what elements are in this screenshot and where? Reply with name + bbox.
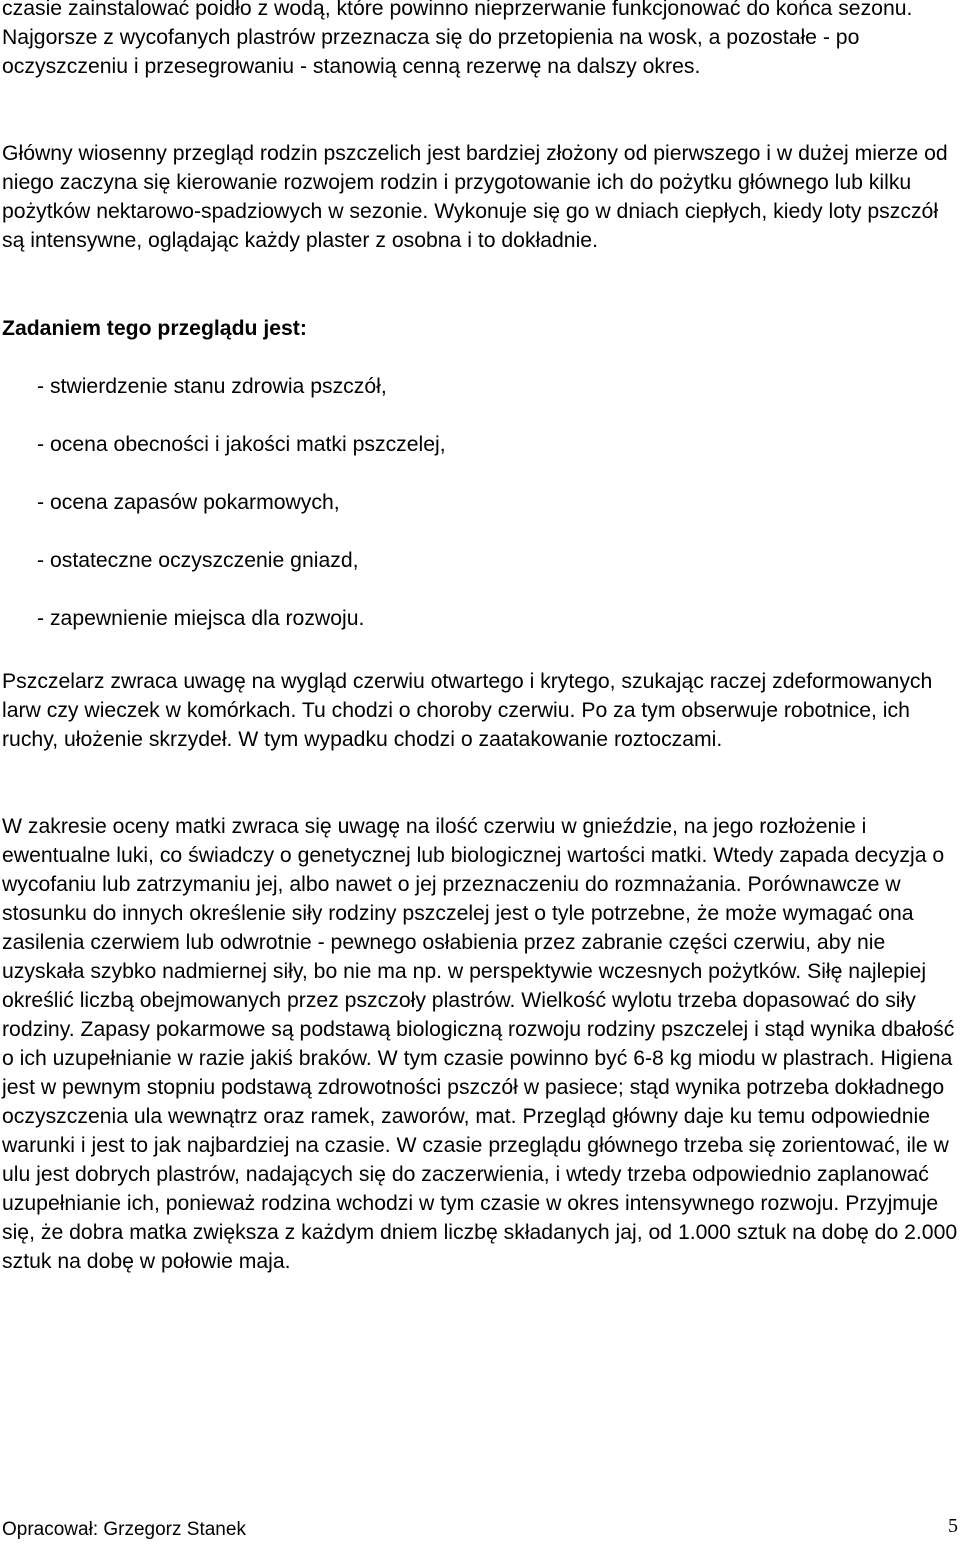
footer-author: Opracował: Grzegorz Stanek: [2, 1519, 246, 1540]
list-item: - stwierdzenie stanu zdrowia pszczół,: [37, 375, 387, 398]
task-list: [37, 372, 446, 662]
section-heading: Zadaniem tego przeglądu jest:: [2, 317, 307, 340]
list-item: - ostateczne oczyszczenie gniazd,: [37, 549, 359, 572]
list-item: - ocena zapasów pokarmowych,: [37, 491, 340, 514]
list-item: - ocena obecności i jakości matki pszczelej,: [37, 433, 446, 456]
page-number: 5: [948, 1515, 958, 1537]
list-item: - zapewnienie miejsca dla rozwoju.: [37, 607, 365, 630]
paragraph-main-inspection: Główny wiosenny przegląd rodzin pszczelich jest bardziej złożony od pierwszego i w dużej mierze od niego zaczyna się kierowanie rozwojem rodzin i przygotowanie ich do pożytku głównego lub kilku pożytków nektarowo-spadziowych w sezonie. Wykonuje się go w dniach ciepłych, kiedy loty pszczół są intensywne, oglądając każdy plaster z osobna i to dokładnie.: [2, 142, 948, 252]
paragraph-queen-evaluation: W zakresie oceny matki zwraca się uwagę na ilość czerwiu w gnieździe, na jego rozłożenie i ewentualne luki, co świadczy o genetycznej lub biologicznej wartości matki. Wtedy zapada decyzja o wycofaniu lub zatrzymaniu jej, albo nawet o jej przeznaczeniu do rozmnażania. Porównawcze w stosunku do innych określenie siły rodziny pszczelej jest o tyle potrzebne, że może wymagać ona zasilenia czerwiem lub odwrotnie - pewnego osłabienia przez zabranie części czerwiu, aby nie uzyskała szybko nadmiernej siły, bo nie ma np. w perspektywie wczesnych pożytków. Siłę najlepiej określić liczbą obejmowanych przez pszczoły plastrów. Wielkość wylotu trzeba dopasować do siły rodziny. Zapasy pokarmowe są podstawą biologiczną rozwoju rodziny pszczelej i stąd wynika dbałość o ich uzupełnianie w razie jakiś braków. W tym czasie powinno być 6-8 kg miodu w plastrach. Higiena jest w pewnym stopniu podstawą zdrowotności pszczół w pasiece; stąd wynika potrzeba dokładnego oczyszczenia ula wewnątrz oraz ramek, zaworów, mat. Przegląd główny daje ku temu odpowiednie warunki i jest to jak najbardziej na czasie. W czasie przeglądu głównego trzeba się zorientować, ile w ulu jest dobrych plastrów, nadających się do zaczerwienia, i wtedy trzeba odpowiednio zaplanować uzupełnianie ich, ponieważ rodzina wchodzi w tym czasie w okres intensywnego rozwoju. Przyjmuje się, że dobra matka zwiększa z każdym dniem liczbę składanych jaj, od 1.000 sztuk na dobę do 2.000 sztuk na dobę w połowie maja.: [2, 815, 958, 1273]
paragraph-intro-continuation: czasie zainstalować poidło z wodą, które powinno nieprzerwanie funkcjonować do końca sezonu. Najgorsze z wycofanych plastrów przeznacza się do przetopienia na wosk, a pozostałe - po oczyszczeniu i przesegrowaniu - stanowią cenną rezerwę na dalszy okres.: [2, 0, 913, 78]
paragraph-brood-observation: Pszczelarz zwraca uwagę na wygląd czerwiu otwartego i krytego, szukając raczej zdeformowanych larw czy wieczek w komórkach. Tu chodzi o choroby czerwiu. Po za tym obserwuje robotnice, ich ruchy, ułożenie skrzydeł. W tym wypadku chodzi o zaatakowanie roztoczami.: [2, 670, 933, 751]
